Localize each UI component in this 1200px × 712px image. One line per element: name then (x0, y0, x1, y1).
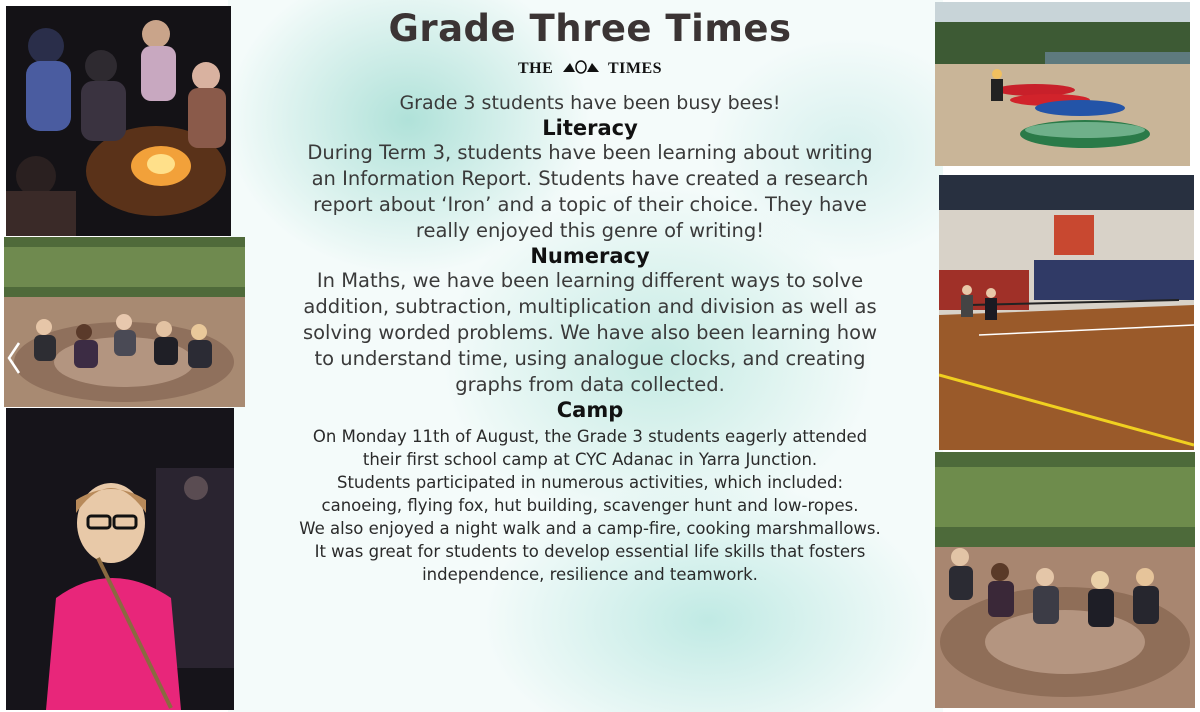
numeracy-heading: Numeracy (530, 244, 650, 268)
camp-heading: Camp (556, 398, 624, 422)
literacy-heading: Literacy (542, 116, 638, 140)
paragraph-line: report about ‘Iron’ and a topic of their choice. They have (313, 193, 867, 216)
numeracy-paragraph (240, 268, 940, 398)
paragraph-line: In Maths, we have been learning different ways to solve (316, 269, 864, 292)
chevron-left-icon[interactable] (6, 340, 22, 376)
photo-campfire-night (6, 6, 231, 236)
photo-group-brick-circle (935, 452, 1195, 708)
newsletter-content (240, 0, 940, 586)
paragraph-line: to understand time, using analogue clocks, and creating (314, 347, 866, 370)
paragraph-line: During Term 3, students have been learning about writing (307, 141, 873, 164)
intro-text: Grade 3 students have been busy bees! (399, 92, 781, 114)
literacy-paragraph (240, 140, 940, 244)
paragraph-line: addition, subtraction, multiplication and division as well as (303, 295, 877, 318)
the-times-logo (518, 60, 662, 82)
photo-canoes-lake (935, 2, 1190, 166)
logo-text-right: TIMES (607, 60, 663, 77)
logo-text-left: THE (517, 60, 554, 77)
paragraph-line: really enjoyed this genre of writing! (415, 219, 765, 242)
paragraph-line: graphs from data collected. (455, 373, 725, 396)
camp-paragraph (240, 425, 940, 586)
paragraph-line: Students participated in numerous activities, which included: (336, 473, 844, 492)
paragraph-line: their first school camp at CYC Adanac in Yarra Junction. (362, 450, 818, 469)
crest-icon (561, 60, 601, 74)
photo-girl-marshmallow (6, 408, 234, 710)
paragraph-line: an Information Report. Students have created a research (311, 167, 869, 190)
photo-students-brick-circle (4, 237, 245, 407)
photo-indoor-court (939, 175, 1194, 450)
newsletter-title: Grade Three Times (388, 7, 792, 50)
paragraph-line: It was great for students to develop essential life skills that fosters (314, 542, 866, 561)
paragraph-line: On Monday 11th of August, the Grade 3 students eagerly attended (312, 427, 868, 446)
paragraph-line: canoeing, flying fox, hut building, scavenger hunt and low-ropes. (321, 496, 859, 515)
paragraph-line: solving worded problems. We have also been learning how (302, 321, 878, 344)
paragraph-line: independence, resilience and teamwork. (422, 565, 758, 584)
paragraph-line: We also enjoyed a night walk and a camp-fire, cooking marshmallows. (299, 519, 881, 538)
